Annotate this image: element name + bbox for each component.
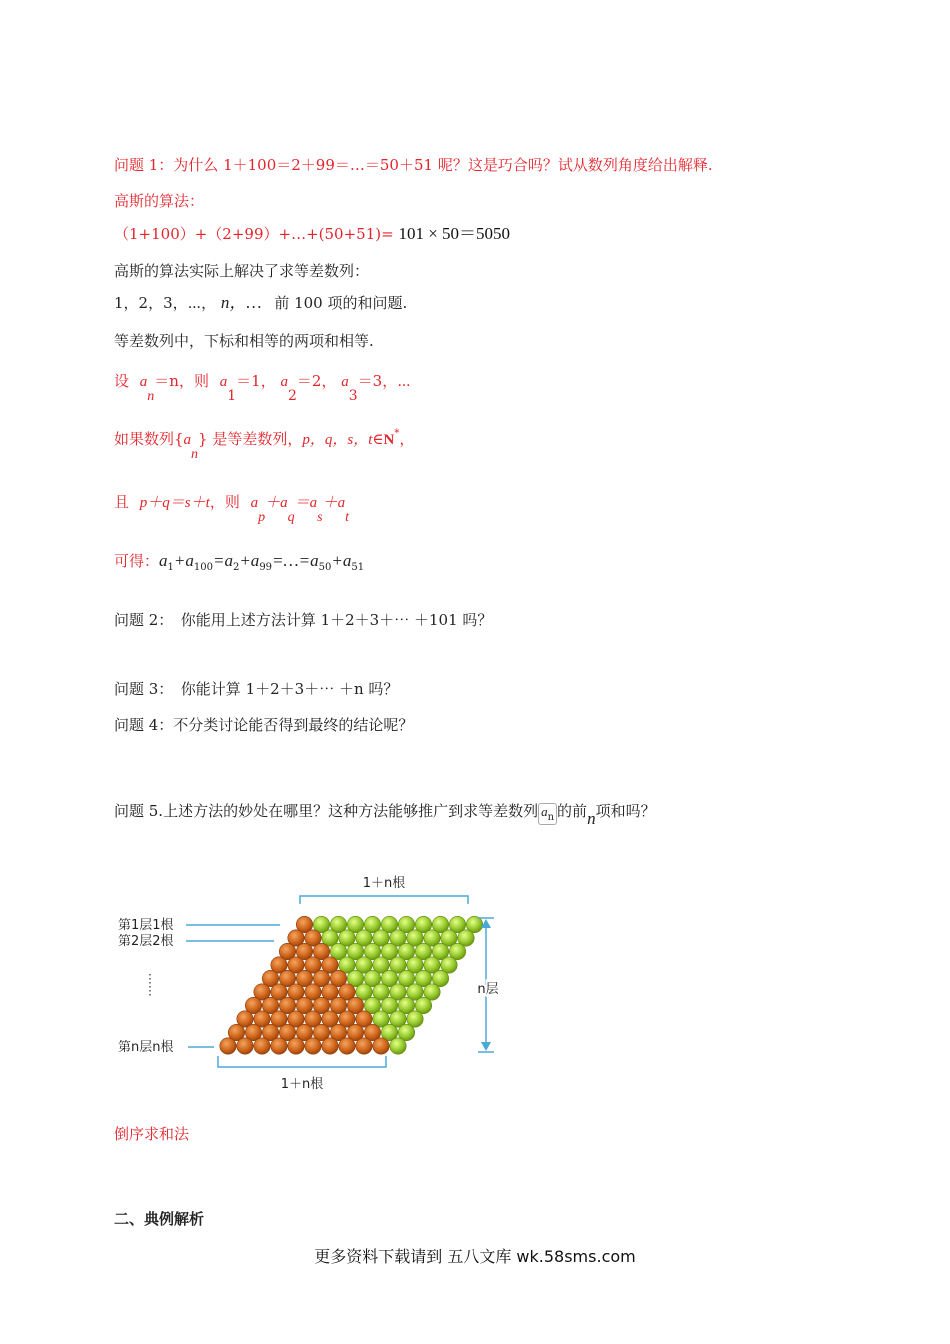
- let-a: a: [139, 374, 148, 390]
- let-sub-n: n: [147, 389, 155, 404]
- if-a: a: [183, 432, 192, 448]
- sequence-n: n，…: [220, 293, 262, 312]
- and-sub-t: t: [345, 510, 349, 525]
- right-label: n层: [477, 982, 499, 997]
- and-aq: ＋a: [265, 495, 288, 511]
- q5-sequence-box: [538, 803, 557, 825]
- get-sub-50: 50: [318, 562, 332, 573]
- layer-2-label: 第2层2根: [118, 934, 174, 949]
- if-naturals: N: [383, 432, 395, 448]
- if-prefix: 如果数列{: [114, 430, 184, 448]
- and-word: 且: [114, 493, 130, 511]
- if-middle: } 是等差数列，: [198, 430, 303, 448]
- get-a99: +a: [239, 551, 260, 570]
- question-1: 问题 1：为什么 1＋100＝2＋99＝…＝50＋51 呢？这是巧合吗？试从数列角度给出解释.: [114, 156, 713, 174]
- reverse-sum-method: 倒序求和法: [114, 1125, 190, 1143]
- property-statement: 等差数列中，下标和相等的两项和相等.: [114, 332, 374, 350]
- question-3: 问题 3： 你能计算 1＋2＋3＋⋯ ＋n 吗？: [114, 680, 399, 698]
- let-line: [114, 372, 411, 404]
- footer-link-text: 更多资料下载请到 五八文库 wk.58sms.com: [314, 1247, 636, 1266]
- logs-group: [220, 916, 483, 1054]
- gauss-formula-left: （1+100）+（2+99）+…+(50+51)=: [114, 225, 394, 243]
- q5-end: 项和吗？: [595, 802, 656, 820]
- log-orange: [322, 1038, 338, 1054]
- and-line: [114, 493, 349, 525]
- q5-text: 问题 5.上述方法的妙处在哪里？这种方法能够推广到求等差数列: [114, 802, 539, 820]
- q5-sub-n: n: [547, 812, 555, 823]
- gauss-title: 高斯的算法：: [114, 192, 205, 210]
- and-as: ＝a: [294, 495, 318, 511]
- log-orange: [288, 1038, 304, 1054]
- and-sub-q: q: [287, 510, 295, 525]
- if-in: ∈: [372, 430, 384, 448]
- let-a2: a: [280, 374, 288, 390]
- if-line: [114, 428, 415, 462]
- get-a2: =a: [212, 551, 233, 570]
- and-condition: p＋q＝s＋t: [139, 495, 210, 511]
- bottom-brace: [218, 1056, 386, 1067]
- if-star: *: [394, 428, 400, 439]
- gauss-description: 高斯的算法实际上解决了求等差数列：: [114, 262, 370, 280]
- get-line: [114, 551, 364, 574]
- let-a3: a: [341, 374, 349, 390]
- log-orange: [254, 1038, 270, 1054]
- question-4: 问题 4：不分类讨论能否得到最终的结论呢？: [114, 716, 414, 734]
- let-eq-2: ＝2，: [296, 372, 337, 390]
- and-at: ＋a: [322, 495, 346, 511]
- log-orange: [356, 1038, 372, 1054]
- sequence-suffix: 前 100 项的和问题.: [274, 294, 408, 312]
- get-sub-51: 51: [351, 562, 365, 573]
- q5-a: a: [541, 804, 548, 819]
- let-a1: a: [219, 374, 228, 390]
- get-sub-1: 1: [167, 562, 174, 573]
- question-2: 问题 2： 你能用上述方法计算 1＋2＋3＋⋯ ＋101 吗？: [114, 611, 493, 629]
- get-sub-2: 2: [232, 562, 240, 573]
- sequence-line: [114, 293, 407, 313]
- and-sub-s: s: [317, 510, 323, 525]
- let-sub-3: 3: [348, 388, 358, 404]
- log-pile-diagram: [110, 862, 530, 1092]
- let-sub-2: 2: [288, 388, 297, 404]
- if-comma: ，: [399, 430, 415, 448]
- let-eq-1: ＝1，: [236, 372, 276, 390]
- log-orange: [271, 1038, 287, 1054]
- let-eq-n: ＝n，则: [154, 372, 209, 390]
- gauss-formula-right: 101 × 50＝5050: [398, 224, 511, 243]
- log-orange: [373, 1038, 389, 1054]
- log-green: [390, 1038, 406, 1054]
- top-label: 1＋n根: [362, 876, 406, 891]
- get-sub-100: 100: [193, 562, 213, 573]
- q5-n: n: [587, 809, 596, 828]
- get-a100: +a: [173, 551, 194, 570]
- if-vars: p，q，s，t: [302, 432, 373, 448]
- and-ap: a: [250, 495, 259, 511]
- layer-n-label: 第n层n根: [118, 1040, 174, 1055]
- sequence-prefix: 1，2，3，⋯，: [114, 294, 217, 312]
- gauss-formula: [114, 224, 510, 244]
- question-5: [114, 801, 656, 828]
- get-a1: a: [159, 551, 168, 570]
- log-orange: [237, 1038, 253, 1054]
- let-sub-1: 1: [227, 388, 237, 404]
- log-orange: [220, 1038, 236, 1054]
- let-word: 设: [114, 372, 130, 390]
- q5-front: 的前: [557, 802, 588, 820]
- get-sub-99: 99: [259, 562, 273, 573]
- get-prefix: 可得：: [114, 552, 160, 570]
- if-sub-n: n: [191, 447, 199, 462]
- layer-1-label: 第1层1根: [118, 918, 174, 933]
- and-sub-p: p: [258, 510, 266, 525]
- top-brace: [300, 896, 468, 904]
- log-orange: [305, 1038, 321, 1054]
- log-orange: [339, 1038, 355, 1054]
- and-then: ，则: [209, 493, 240, 511]
- let-eq-3: ＝3，⋯: [357, 372, 411, 390]
- bottom-label: 1＋n根: [280, 1077, 324, 1092]
- section-2-heading: 二、典例解析: [114, 1210, 205, 1228]
- get-a51: +a: [331, 551, 352, 570]
- get-a50: =…=a: [272, 551, 319, 570]
